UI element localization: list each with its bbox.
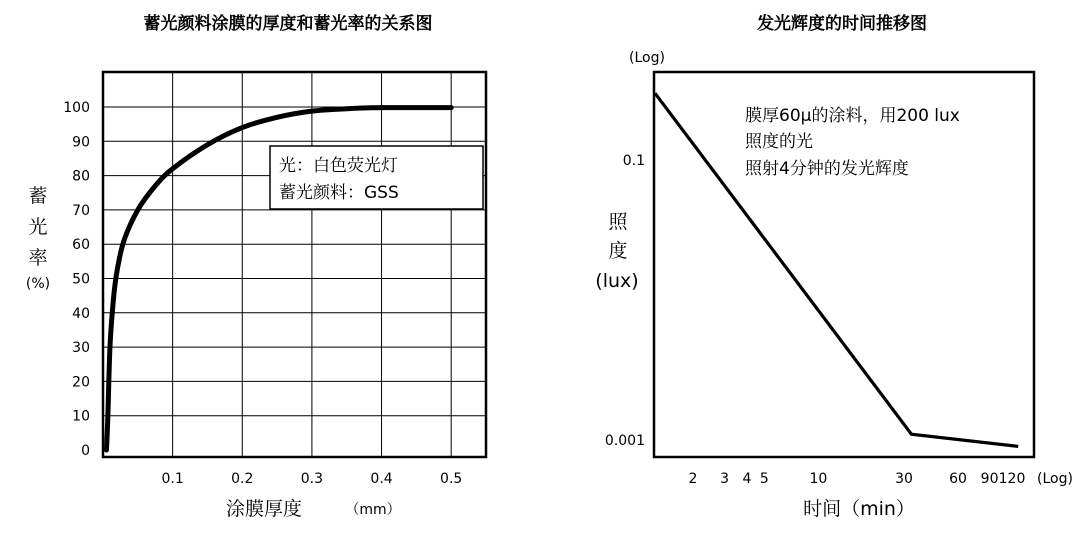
chart2-series-line <box>655 93 1018 446</box>
chart1-y-tick-label: 60 <box>72 237 90 254</box>
chart1-y-tick-label: 30 <box>72 340 90 357</box>
chart2-x-tick-label: 30 <box>895 471 913 487</box>
chart1-y-ticks <box>63 100 90 459</box>
chart1-legend-box <box>270 146 483 209</box>
chart1-y-tick-label: 10 <box>72 408 90 425</box>
chart1-y-tick-label: 80 <box>72 168 90 185</box>
chart1-legend-line-2: 蓄光颜料：GSS <box>279 183 399 203</box>
chart2-x-tick-label: 60 <box>949 471 967 487</box>
chart1-y-tick-label: 0 <box>81 443 90 459</box>
chart2-annotation-line-3: 照射4分钟的发光辉度 <box>745 159 909 179</box>
chart1-x-tick-label: 0.2 <box>231 471 254 487</box>
chart2-ylabel-char-1: 照 <box>608 211 628 233</box>
chart2-x-tick-label: 120 <box>998 471 1026 487</box>
chart1-plot-frame <box>103 72 486 457</box>
chart1-x-ticks <box>162 471 463 487</box>
chart1-grid <box>103 72 486 457</box>
chart1-x-tick-label: 0.4 <box>370 471 393 487</box>
chart1-y-tick-label: 20 <box>72 374 90 391</box>
chart2-x-tick-label: 5 <box>759 471 769 487</box>
chart1-y-tick-label: 100 <box>63 100 90 116</box>
chart2-annotation-line-2: 照度的光 <box>745 132 813 152</box>
chart1-y-tick-label: 50 <box>72 271 90 288</box>
chart1-xlabel: 涂膜厚度 <box>225 498 303 520</box>
chart1-ylabel-unit: (%) <box>25 276 51 292</box>
chart2-y-tick-label: 0.001 <box>604 433 645 449</box>
chart2-x-tick-label: 4 <box>742 471 752 487</box>
chart2-y-tick-label: 0.1 <box>622 153 645 169</box>
chart1-title: 蓄光颜料涂膜的厚度和蓄光率的关系图 <box>143 14 433 34</box>
chart2-ylabel-char-2: 度 <box>608 240 628 262</box>
chart2-y-ticks <box>605 153 645 449</box>
chart1-xlabel-unit: （mm） <box>345 502 401 518</box>
chart1-ylabel-char-3: 率 <box>28 247 48 269</box>
chart2-ylabel-unit: (lux) <box>595 270 639 292</box>
chart2-annotation-line-1: 膜厚60μ的涂料，用200 lux <box>745 106 960 126</box>
chart2-x-tick-label: 3 <box>720 471 730 487</box>
chart2-xlabel: 时间（min） <box>803 498 915 520</box>
chart1-x-tick-label: 0.5 <box>440 471 463 487</box>
chart1-y-tick-label: 70 <box>72 202 90 219</box>
chart2-x-tick-label: 10 <box>809 471 828 487</box>
chart2-x-tick-label: 90 <box>980 471 999 487</box>
chart2-x-ticks <box>689 471 1026 487</box>
chart2-x-scale-note: (Log) <box>1037 471 1073 487</box>
chart-thickness-vs-rate <box>26 13 486 520</box>
chart1-ylabel-char-1: 蓄 <box>28 185 48 207</box>
chart1-x-tick-label: 0.1 <box>161 471 184 487</box>
chart1-y-tick-label: 40 <box>72 305 90 322</box>
chart1-y-tick-label: 90 <box>72 134 90 151</box>
chart1-legend-line-1: 光：白色荧光灯 <box>279 156 398 176</box>
chart2-y-scale-note: (Log) <box>629 50 665 66</box>
chart1-x-tick-label: 0.3 <box>300 471 324 487</box>
chart2-plot-frame <box>654 72 1034 457</box>
chart2-x-tick-label: 2 <box>688 471 698 487</box>
chart1-ylabel-char-2: 光 <box>28 216 48 238</box>
chart2-title: 发光辉度的时间推移图 <box>757 14 927 34</box>
chart-luminance-over-time <box>595 13 1073 520</box>
